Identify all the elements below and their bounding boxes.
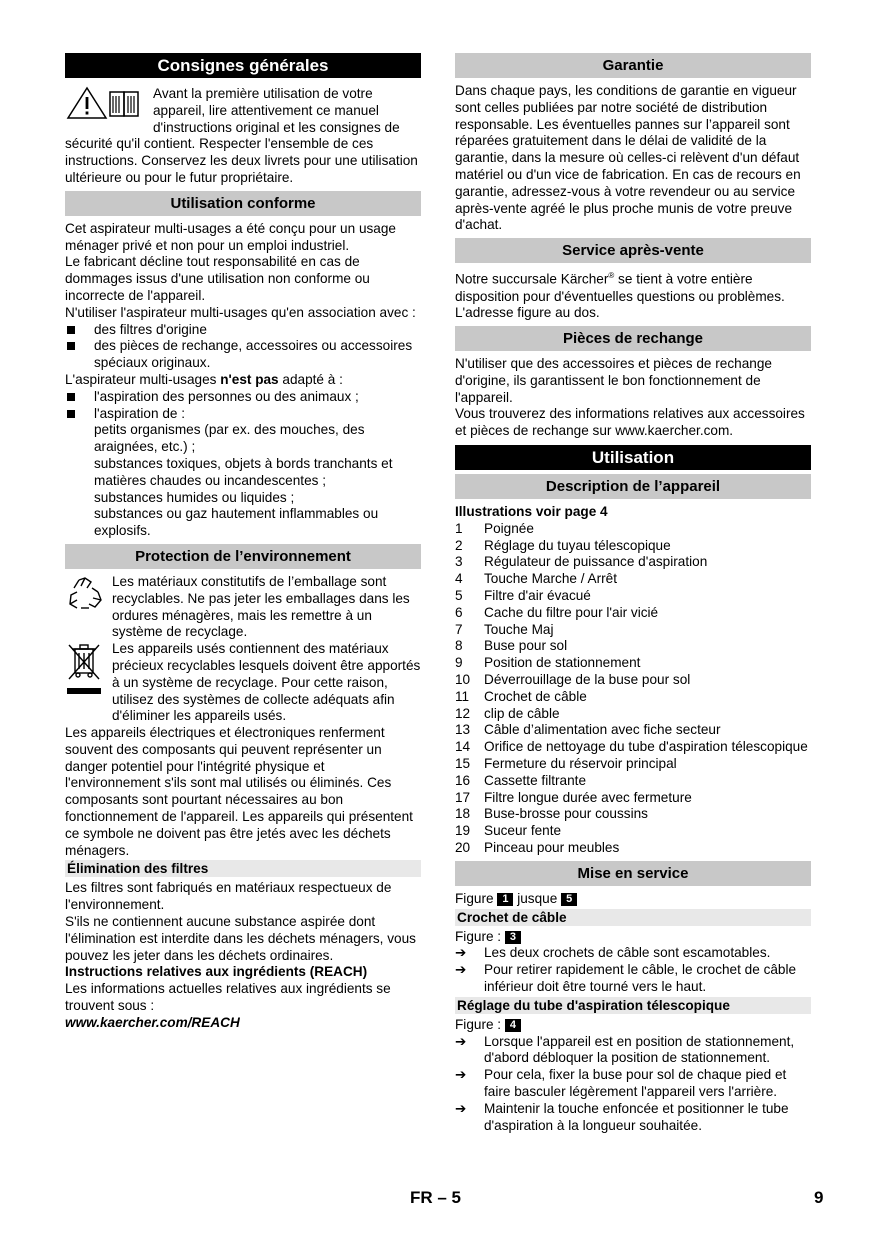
list-item: 15 Fermeture du réservoir principal [455, 756, 677, 772]
arrow-icon: ➔ [455, 962, 467, 978]
manual-book-icon [110, 92, 138, 116]
pieces-p2: Vous trouverez des informations relatives aux accessoires et pièces de rechange sur www.kaercher.com. [455, 406, 805, 439]
reach-link[interactable]: www.kaercher.com/REACH [65, 1014, 240, 1030]
list-item: 8 Buse pour sol [455, 638, 568, 654]
weee-block [65, 641, 421, 725]
reglage-step: ➔ Pour cela, fixer la buse pour sol de chaque pied et faire basculer légèrement l'appareil vers l'arrière. [455, 1067, 787, 1099]
sub-item: substances toxiques, objets à bords tranchants et matières chaudes ou incandescentes ; [94, 455, 393, 488]
pieces-heading: Pièces de rechange [455, 326, 811, 351]
electrical-text: Les appareils électriques et électroniques renferment souvent des composants qui peuvent représenter un danger potentiel pour l'intégrité physique et l'environnement s'ils sont mal utilisés ou éliminés. Ces composants sont pourtant nécessaires au bon fonctionnement de l'appareil. Les appareils qui présentent ce symbole ne doivent pas être jetés avec les déchets ménagers. [65, 725, 413, 858]
list-item: 6 Cache du filtre pour l'air vicié [455, 604, 659, 620]
list-item: 10 Déverrouillage de la buse pour sol [455, 672, 691, 688]
recycle-icon [65, 574, 112, 641]
garantie-text: Dans chaque pays, les conditions de garantie en vigueur sont celles publiées par notre société de distribution responsable. Les éventuelles pannes sur l’appareil sont réparées gratuitement dans le délai de validité de la garantie, dans la mesure où celles-ci relèvent d'un défaut matériel ou d'un vice de fabrication. En cas de recours en garantie, adressez-vous à votre revendeur ou au service après-vente agréé le plus proche munis de votre preuve d'achat. [455, 83, 801, 233]
utilisation-conforme-heading: Utilisation conforme [65, 191, 421, 216]
utilisation-p1: Cet aspirateur multi-usages a été conçu pour un usage ménager privé et non pour un emploi industriel. [65, 220, 396, 253]
list-item: l'aspiration des personnes ou des animaux ; [65, 389, 421, 406]
footer-label: FR – 5 [410, 1188, 462, 1207]
sub-item: substances ou gaz hautement inflammables ou explosifs. [94, 506, 379, 539]
weee-text: Les appareils usés contiennent des matériaux précieux recyclables lesquels doivent être apportés à un système de recyclage. Pour cette raison, utilisez des systèmes de collecte adéquats afin d'éliminer les appareils usés. [112, 641, 421, 724]
elimination-p2: S'ils ne contiennent aucune substance aspirée dont l'élimination est interdite dans les déchets ménagers, vous pouvez les jeter dans les déchets ordinaires. [65, 914, 416, 963]
left-column [65, 53, 421, 1032]
list-item: 17 Filtre longue durée avec fermeture [455, 789, 692, 805]
reglage-step: ➔ Lorsque l'appareil est en position de stationnement, d'abord débloquer la position de stationnement. [455, 1033, 795, 1066]
pieces-p1: N'utiliser que des accessoires et pièces de rechange d'origine, ils garantissent le bon fonctionnement de l'appareil. [455, 356, 772, 405]
right-column [455, 53, 811, 1134]
parts-list [455, 521, 811, 857]
recycle-block [65, 574, 421, 641]
list-item: 9 Position de stationnement [455, 655, 641, 671]
crochet-step: ➔ Pour retirer rapidement le câble, le crochet de câble inférieur doit être tourné vers le haut. [455, 962, 797, 994]
utilisation-p2: Le fabricant décline tout responsabilité en cas de dommages issus d'une utilisation non conforme ou incorrecte de l'appareil. [65, 254, 370, 303]
crochet-heading: Crochet de câble [455, 909, 811, 926]
crochet-step: ➔ Les deux crochets de câble sont escamotables. [455, 945, 771, 961]
figure-range: Figure 1 jusque 5 [455, 891, 811, 908]
utilisation-p3: N'utiliser l'aspirateur multi-usages qu'en association avec : [65, 304, 416, 320]
list-item: 13 Câble d’alimentation avec fiche secteur [455, 722, 721, 738]
crochet-figure: Figure : 3 [455, 929, 811, 946]
list-item: 16 Cassette filtrante [455, 772, 586, 788]
illustrations-ref: Illustrations voir page 4 [455, 504, 608, 520]
consignes-block [65, 86, 421, 187]
list-item: 20 Pinceau pour meubles [455, 840, 620, 856]
garantie-heading: Garantie [455, 53, 811, 78]
sub-item: substances humides ou liquides ; [94, 489, 295, 505]
figure-3-badge: 3 [505, 931, 521, 944]
figure-4-badge: 4 [505, 1019, 521, 1032]
service-heading: Service après-vente [455, 238, 811, 263]
list-item: 3 Régulateur de puissance d'aspiration [455, 554, 708, 570]
description-heading: Description de l’appareil [455, 474, 811, 499]
list-item: 1 Poignée [455, 520, 534, 536]
arrow-icon: ➔ [455, 1067, 467, 1083]
page-number: 9 [814, 1188, 824, 1207]
list-item: des pièces de rechange, accessoires ou accessoires spéciaux originaux. [65, 338, 421, 372]
not-suitable-list [65, 389, 421, 423]
list-item: 12 clip de câble [455, 705, 560, 721]
environnement-heading: Protection de l’environnement [65, 544, 421, 569]
arrow-icon: ➔ [455, 1033, 467, 1049]
list-item: 5 Filtre d'air évacué [455, 588, 591, 604]
accessories-list [65, 322, 421, 372]
figure-1-badge: 1 [497, 893, 513, 906]
list-item: 7 Touche Maj [455, 621, 554, 637]
warning-manual-icons [65, 86, 153, 122]
figure-5-badge: 5 [561, 893, 577, 906]
list-item: 4 Touche Marche / Arrêt [455, 571, 617, 587]
list-item: 19 Suceur fente [455, 823, 562, 839]
reglage-figure: Figure : 4 [455, 1017, 811, 1034]
consignes-text: Avant la première utilisation de votre appareil, lire attentivement ce manuel d'instructions original et les consignes de sécurité qu'il contient. Respecter l'ensemble de ces instructions. Conservez les deux livrets pour une utilisation ultérieure ou pour le futur propriétaire. [65, 86, 418, 185]
utilisation-heading: Utilisation [455, 445, 811, 470]
reach-heading: Instructions relatives aux ingrédients (REACH) [65, 964, 368, 980]
elimination-p1: Les filtres sont fabriqués en matériaux respectueux de l'environnement. [65, 880, 392, 913]
list-item: 2 Réglage du tuyau télescopique [455, 537, 671, 553]
list-item: 18 Buse-brosse pour coussins [455, 806, 648, 822]
list-item: des filtres d'origine [65, 322, 421, 339]
crossed-bin-icon [65, 641, 112, 725]
reach-text: Les informations actuelles relatives aux ingrédients se trouvent sous : [65, 981, 391, 1014]
utilisation-p4: L'aspirateur multi-usages n'est pas adapté à : [65, 371, 343, 387]
consignes-heading: Consignes générales [65, 53, 421, 78]
list-item: 14 Orifice de nettoyage du tube d'aspiration télescopique [455, 739, 808, 755]
warning-icon [65, 86, 153, 120]
reglage-heading: Réglage du tube d'aspiration télescopique [455, 997, 811, 1014]
reglage-step: ➔ Maintenir la touche enfoncée et positionner le tube d'aspiration à la longueur souhaitée. [455, 1100, 789, 1133]
service-text: Notre succursale Kärcher® se tient à votre entière disposition pour d'éventuelles questions ou problèmes. L'adresse figure au dos. [455, 271, 785, 321]
arrow-icon: ➔ [455, 945, 467, 961]
recycle-text: Les matériaux constitutifs de l’emballage sont recyclables. Ne pas jeter les emballages dans les ordures ménagères, mais les remettre à un système de recyclage. [112, 573, 410, 640]
list-item: l'aspiration de : [65, 406, 421, 423]
list-item: 11 Crochet de câble [455, 688, 587, 704]
arrow-icon: ➔ [455, 1100, 467, 1116]
elimination-heading: Élimination des filtres [65, 860, 421, 877]
mise-en-service-heading: Mise en service [455, 861, 811, 886]
sub-item: petits organismes (par ex. des mouches, des araignées, etc.) ; [94, 422, 365, 455]
